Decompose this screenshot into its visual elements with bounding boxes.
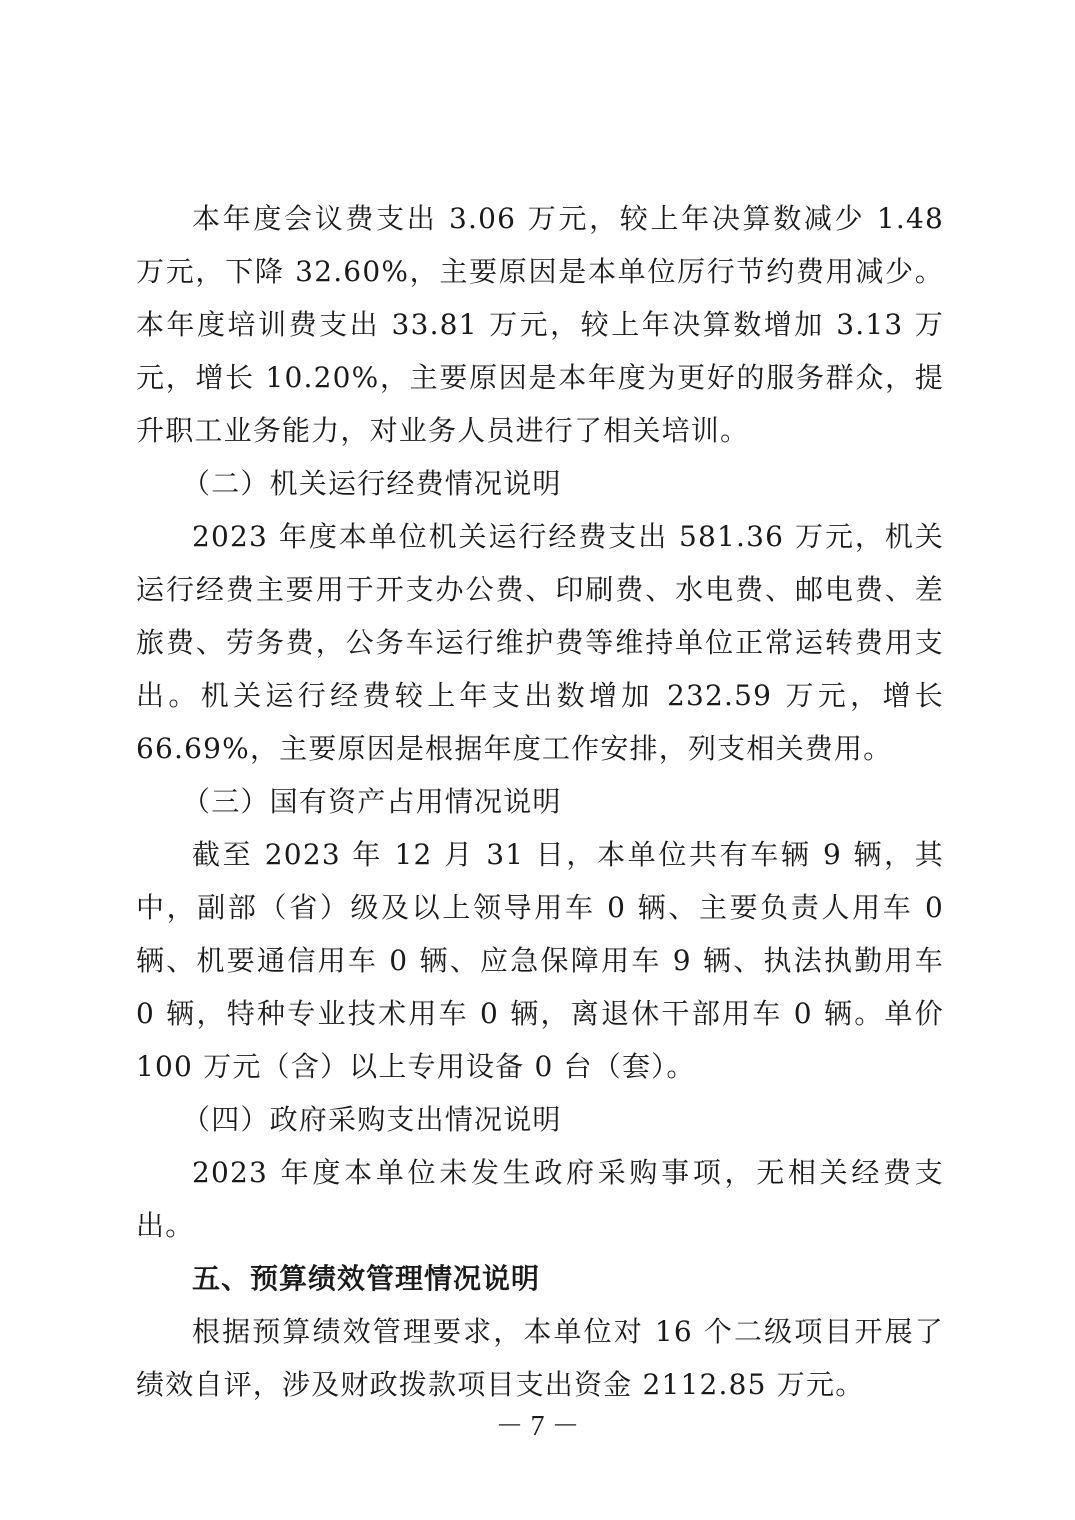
section-heading-performance-management: 五、预算绩效管理情况说明 (192, 1262, 541, 1295)
section-heading-operating-expenses: （二）机关运行经费情况说明 (182, 467, 562, 500)
section-heading-government-procurement: （四）政府采购支出情况说明 (182, 1103, 562, 1136)
section-heading-state-assets: （三）国有资产占用情况说明 (182, 785, 562, 818)
page-number: － 7 － (495, 1411, 580, 1442)
paragraph-operating-expenses: 2023 年度本单位机关运行经费支出 581.36 万元，机关运行经费主要用于开支办公费、印刷费、水电费、邮电费、差旅费、劳务费，公务车运行维护费等维持单位正常运转费用支出。机关运行经费较上年支出数增加 232.59 万元，增长 66.69%，主要原因是根据年度工作安排，列支相关费用。 (136, 520, 944, 765)
paragraph-state-assets: 截至 2023 年 12 月 31 日，本单位共有车辆 9 辆，其中，副部（省）级及以上领导用车 0 辆、主要负责人用车 0 辆、机要通信用车 0 辆、应急保障用车 9 辆、执法执勤用车 0 辆，特种专业技术用车 0 辆，离退休干部用车 0 辆。单价 100 万元（含）以上专用设备 0 台（套）。 (136, 838, 944, 1083)
paragraph-performance-management: 根据预算绩效管理要求，本单位对 16 个二级项目开展了绩效自评，涉及财政拨款项目支出资金 2112.85 万元。 (136, 1315, 944, 1401)
paragraph-meeting-training-expenses: 本年度会议费支出 3.06 万元，较上年决算数减少 1.48 万元，下降 32.60%，主要原因是本单位厉行节约费用减少。本年度培训费支出 33.81 万元，较上年决算数增加 3.13 万元，增长 10.20%，主要原因是本年度为更好的服务群众，提升职工业务能力，对业务人员进行了相关培训。 (136, 202, 944, 447)
paragraph-government-procurement: 2023 年度本单位未发生政府采购事项，无相关经费支出。 (136, 1156, 944, 1242)
document-body (136, 192, 944, 1411)
